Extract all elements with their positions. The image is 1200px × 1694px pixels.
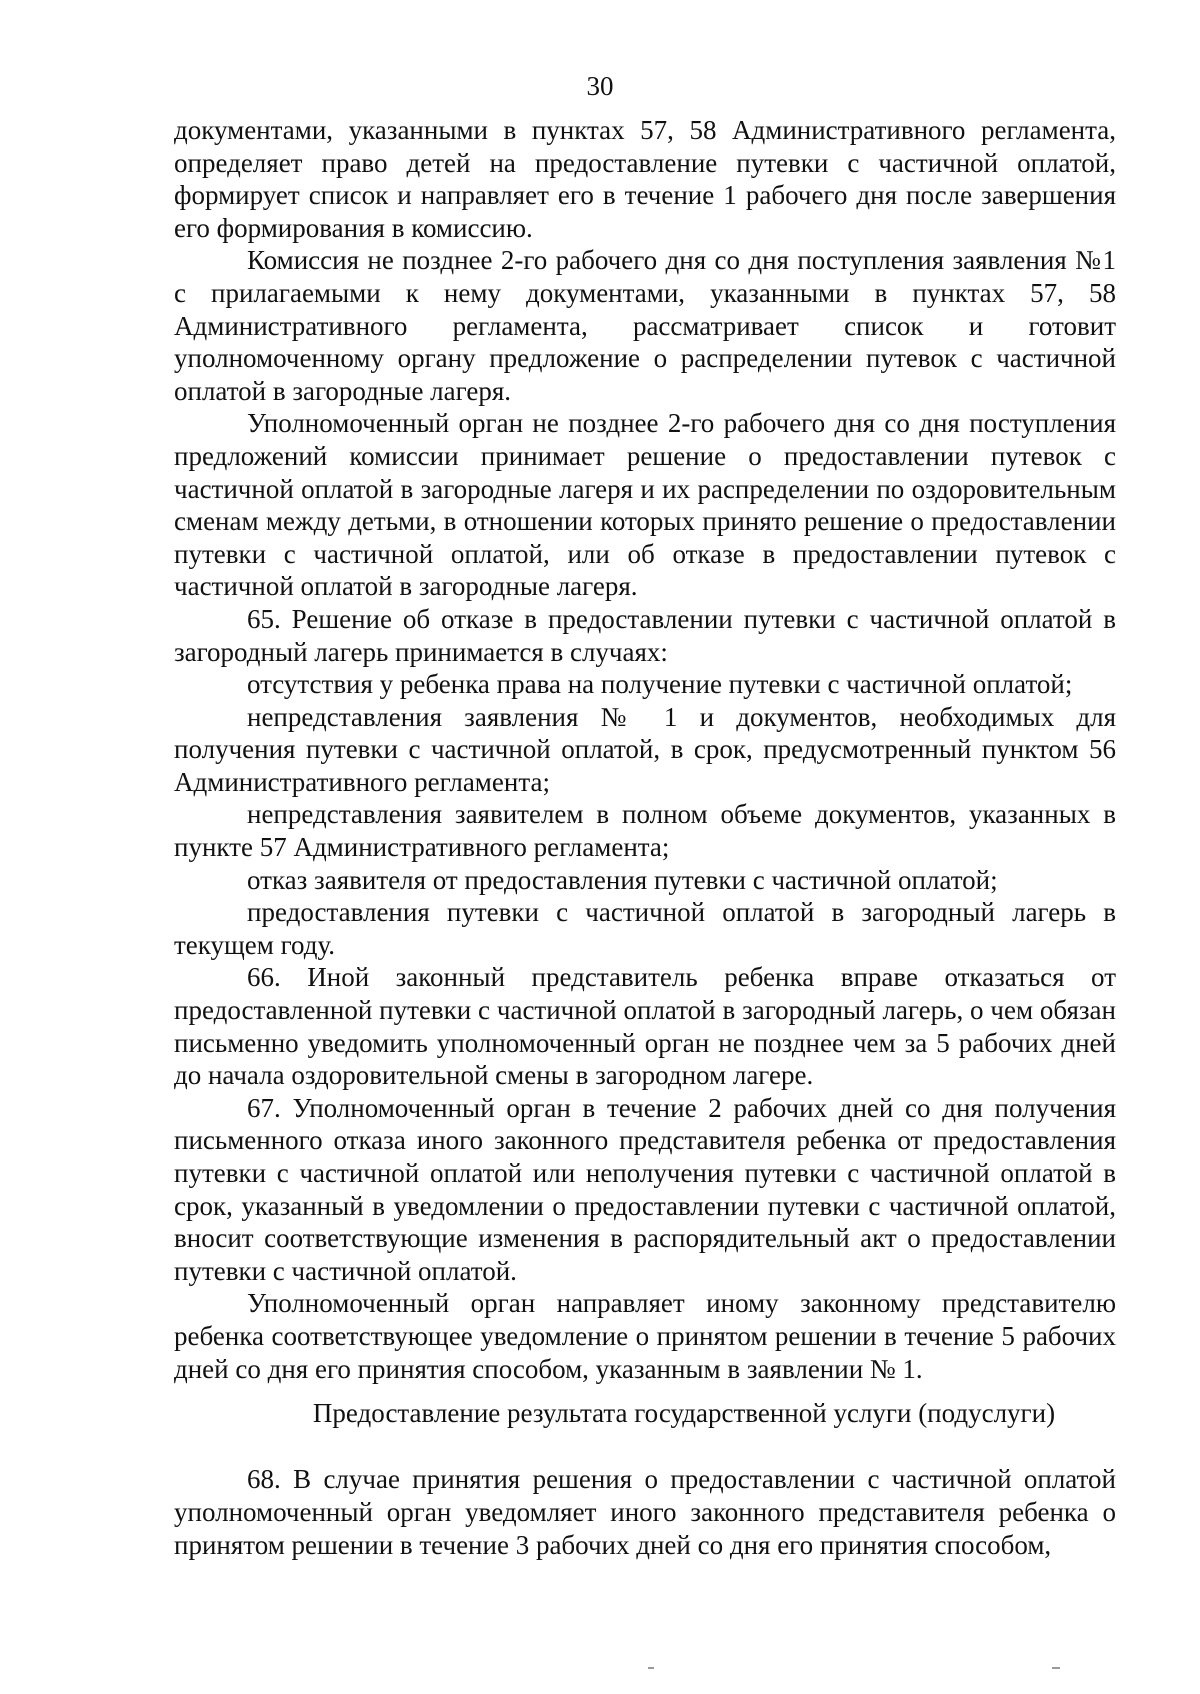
paragraph-continuation: документами, указанными в пунктах 57, 58 Административного регламента, определяет право детей на предоставление путевки с частичной оплатой, формирует список и направляет его в течение 1 рабочего дня после завершения его формирования в комиссию. [174, 115, 1116, 243]
refusal-case-4: отказ заявителя от предоставления путевки с частичной оплатой; [247, 864, 998, 895]
paragraph-item-66: 66. Иной законный представитель ребенка вправе отказаться от предоставленной путевки с частичной оплатой в загородный лагерь, о чем обязан письменно уведомить уполномоченный орган не позднее чем за 5 рабочих дней до начала оздоровительной смены в загородном лагере. [174, 962, 1116, 1091]
paragraph-commission: Комиссия не позднее 2-го рабочего дня со дня поступления заявления №1 с прилагаемыми к нему документами, указанными в пунктах 57, 58 Административного регламента, рассматривает список и готовит уполномоченному органу предложение о распределении путевок с частичной оплатой в загородные лагеря. [174, 245, 1116, 406]
refusal-case-3: непредставления заявителем в полном объеме документов, указанных в пункте 57 Административного регламента; [174, 799, 1116, 863]
paragraph-item-65: 65. Решение об отказе в предоставлении путевки с частичной оплатой в загородный лагерь принимается в случаях: [174, 603, 1116, 667]
scan-artifact-mark [648, 1667, 654, 1669]
refusal-case-2: непредставления заявления № 1 и документов, необходимых для получения путевки с частичной оплатой, в срок, предусмотренный пунктом 56 Административного регламента; [174, 701, 1116, 797]
refusal-case-1: отсутствия у ребенка права на получение путевки с частичной оплатой; [247, 669, 1073, 700]
section-heading: Предоставление результата государственной услуги (подуслуги) [312, 1398, 1056, 1428]
section-body [174, 1463, 1116, 1562]
paragraph-authorized-body-decision: Уполномоченный орган не позднее 2-го рабочего дня со дня поступления предложений комиссии принимает решение о предоставлении путевок с частичной оплатой в загородные лагеря и их распределении по оздоровительным сменам между детьми, в отношении которых принято решение о предоставлении путевки с частичной оплатой, или об отказе в предоставлении путевок с частичной оплатой в загородные лагеря. [174, 408, 1116, 602]
paragraph-item-68: 68. В случае принятия решения о предоставлении с частичной оплатой уполномоченный орган уведомляет иного законного представителя ребенка о принятом решении в течение 3 рабочих дней со дня его принятия способом, [174, 1464, 1116, 1560]
paragraph-item-67: 67. Уполномоченный орган в течение 2 рабочих дней со дня получения письменного отказа иного законного представителя ребенка от предоставления путевки с частичной оплатой или неполучения путевки с частичной оплатой в срок, указанный в уведомлении о предоставлении путевки с частичной оплатой, вносит соответствующие изменения в распорядительный акт о предоставлении путевки с частичной оплатой. [174, 1092, 1116, 1286]
refusal-case-5: предоставления путевки с частичной оплатой в загородный лагерь в текущем году. [174, 897, 1116, 960]
paragraph-notification: Уполномоченный орган направляет иному законному представителю ребенка соответствующее уведомление о принятом решении в течение 5 рабочих дней со дня его принятия способом, указанным в заявлении № 1. [174, 1288, 1116, 1384]
scan-artifact-mark [1052, 1667, 1060, 1669]
document-body [174, 114, 1116, 1385]
page-number: 30 [586, 71, 614, 101]
